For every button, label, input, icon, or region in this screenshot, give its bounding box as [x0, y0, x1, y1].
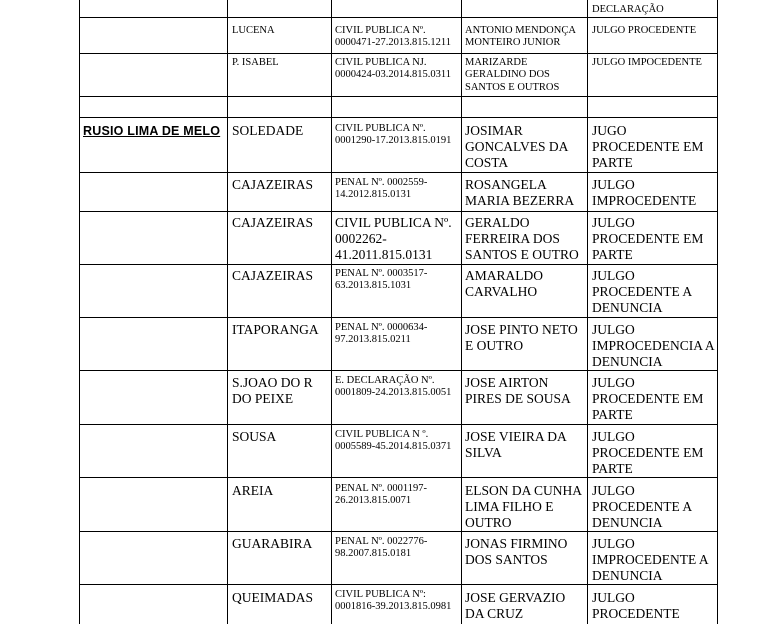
- row-divider: [79, 96, 718, 97]
- city-cell: AREIA: [232, 483, 274, 498]
- row-divider: [79, 117, 718, 118]
- city-cell: ITAPORANGA: [232, 322, 319, 337]
- city-cell: P. ISABEL: [232, 57, 279, 68]
- decision-cell: JUGO PROCEDENTE EM PARTE: [592, 123, 704, 170]
- city-cell: CAJAZEIRAS: [232, 215, 314, 230]
- process-cell: CIVIL PUBLICA Nº: 0001816-39.2013.815.0981: [335, 589, 452, 613]
- city-cell: CAJAZEIRAS: [232, 268, 314, 283]
- process-cell: E. DECLARAÇÃO Nº. 0001809-24.2013.815.0051: [335, 375, 452, 399]
- row-divider: [79, 17, 718, 18]
- decision-cell: JULGO PROCEDENTE EM PARTE: [592, 215, 704, 262]
- city-cell: GUARABIRA: [232, 536, 313, 551]
- decision-cell: JULGO IMPROCEDENTE: [592, 177, 697, 208]
- process-cell: PENAL Nº. 0001197-26.2013.815.0071: [335, 483, 428, 507]
- city-cell: QUEIMADAS: [232, 590, 313, 605]
- parties-cell: JOSE GERVAZIO DA CRUZ: [465, 590, 566, 621]
- parties-cell: GERALDO FERREIRA DOS SANTOS E OUTRO: [465, 215, 579, 262]
- row-divider: [79, 584, 718, 585]
- row-divider: [79, 477, 718, 478]
- city-cell: CAJAZEIRAS: [232, 177, 314, 192]
- process-cell: CIVIL PUBLICA Nº. 0001290-17.2013.815.0191: [335, 123, 452, 147]
- decision-cell: DECLARAÇÃO: [592, 4, 664, 15]
- city-cell: SOLEDADE: [232, 123, 304, 138]
- row-divider: [79, 317, 718, 318]
- city-cell: LUCENA: [232, 25, 275, 36]
- decision-cell: JULGO PROCEDENTE A DENUNCIA: [592, 268, 692, 315]
- parties-cell: ROSANGELA MARIA BEZERRA: [465, 177, 575, 208]
- decision-cell: JULGO PROCEDENTE: [592, 25, 697, 36]
- process-cell: PENAL Nº. 0002559-14.2012.815.0131: [335, 177, 428, 201]
- parties-cell: JOSE AIRTON PIRES DE SOUSA: [465, 375, 571, 406]
- row-divider: [79, 424, 718, 425]
- decision-cell: JULGO IMPROCEDENCIA A DENUNCIA: [592, 322, 714, 369]
- process-cell: PENAL Nº. 0003517-63.2013.815.1031: [335, 268, 428, 292]
- city-cell: S.JOAO DO R DO PEIXE: [232, 375, 313, 406]
- parties-cell: ELSON DA CUNHA LIMA FILHO E OUTRO: [465, 483, 582, 530]
- city-cell: SOUSA: [232, 429, 277, 444]
- row-divider: [79, 370, 718, 371]
- process-cell: CIVIL PUBLICA Nº. 0000471-27.2013.815.1211: [335, 25, 451, 49]
- process-cell: [335, 215, 459, 263]
- row-divider: [79, 211, 718, 212]
- process-cell: CIVIL PUBLICA NJ. 0000424-03.2014.815.0311: [335, 57, 451, 81]
- row-divider: [79, 172, 718, 173]
- parties-cell: AMARALDO CARVALHO: [465, 268, 544, 299]
- process-cell: PENAL Nº. 0022776-98.2007.815.0181: [335, 536, 428, 560]
- row-divider: [79, 53, 718, 54]
- parties-cell: JOSE PINTO NETO E OUTRO: [465, 322, 578, 353]
- decision-cell: JULGO PROCEDENTE EM PARTE: [592, 375, 704, 422]
- row-divider: [79, 531, 718, 532]
- parties-cell: JOSIMAR GONCALVES DA COSTA: [465, 123, 568, 170]
- decision-cell: JULGO PROCEDENTE A DENUNCIA: [592, 483, 692, 530]
- decision-cell: JULGO IMPROCEDENTE A DENUNCIA: [592, 536, 708, 583]
- decision-cell: JULGO IMPOCEDENTE: [592, 57, 702, 68]
- decision-cell: JULGO PROCEDENTE EM PARTE: [592, 429, 704, 476]
- judge-name: RUSIO LIMA DE MELO: [83, 124, 221, 138]
- process-cell-text: CIVIL PUBLICA Nº. 0002262-41.2011.815.0131: [335, 215, 452, 262]
- parties-cell: ANTONIO MENDONÇA MONTEIRO JUNIOR: [465, 25, 576, 49]
- decision-cell: JULGO PROCEDENTE: [592, 590, 680, 621]
- parties-cell: JONAS FIRMINO DOS SANTOS: [465, 536, 568, 567]
- row-divider: [79, 264, 718, 265]
- process-cell: PENAL Nº. 0000634-97.2013.815.0211: [335, 322, 428, 346]
- parties-cell: JOSE VIEIRA DA SILVA: [465, 429, 567, 460]
- process-cell: CIVIL PUBLICA N º. 0005589-45.2014.815.0371: [335, 429, 452, 453]
- parties-cell: MARIZARDE GERALDINO DOS SANTOS E OUTROS: [465, 57, 560, 93]
